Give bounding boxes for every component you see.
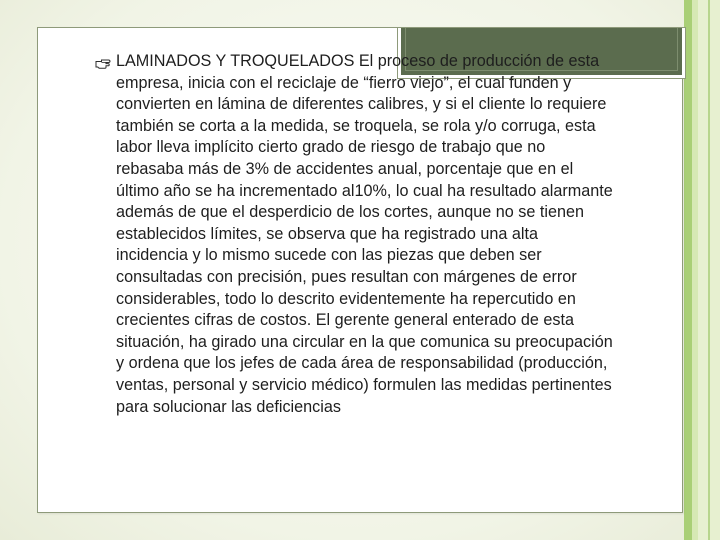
hand-pointing-icon — [95, 55, 111, 71]
decorative-band — [684, 0, 692, 540]
body-paragraph: LAMINADOS Y TROQUELADOS El proceso de producción de esta empresa, inicia con el reciclaje de “fierro viejo”, el cual funden y convierten en lámina de diferentes calibres, y si el cliente lo requiere también se corta a la medida, se troquela, se rola y/o corruga, esta labor lleva implícito cierto grado de riesgo de trabajo que no rebasaba más de 3% de accidentes anual, porcentaje que en el último año se ha incrementado al10%, lo cual ha resultado alarmante además de que el desperdicio de los cortes, aunque no se tienen establecidos límites, se observa que ha registrado una alta incidencia y lo mismo sucede con las piezas que deben ser consultadas con precisión, pues resultan con márgenes de error considerables, todo lo descrito evidentemente ha repercutido en crecientes cifras de costos. El gerente general enterado de esta situación, ha girado una circular en la que comunica su preocupación y ordena que los jefes de cada área de responsabilidad (producción, ventas, personal y servicio médico) formulen las medidas pertinentes para solucionar las deficiencias — [116, 52, 613, 416]
decorative-band — [708, 0, 710, 540]
